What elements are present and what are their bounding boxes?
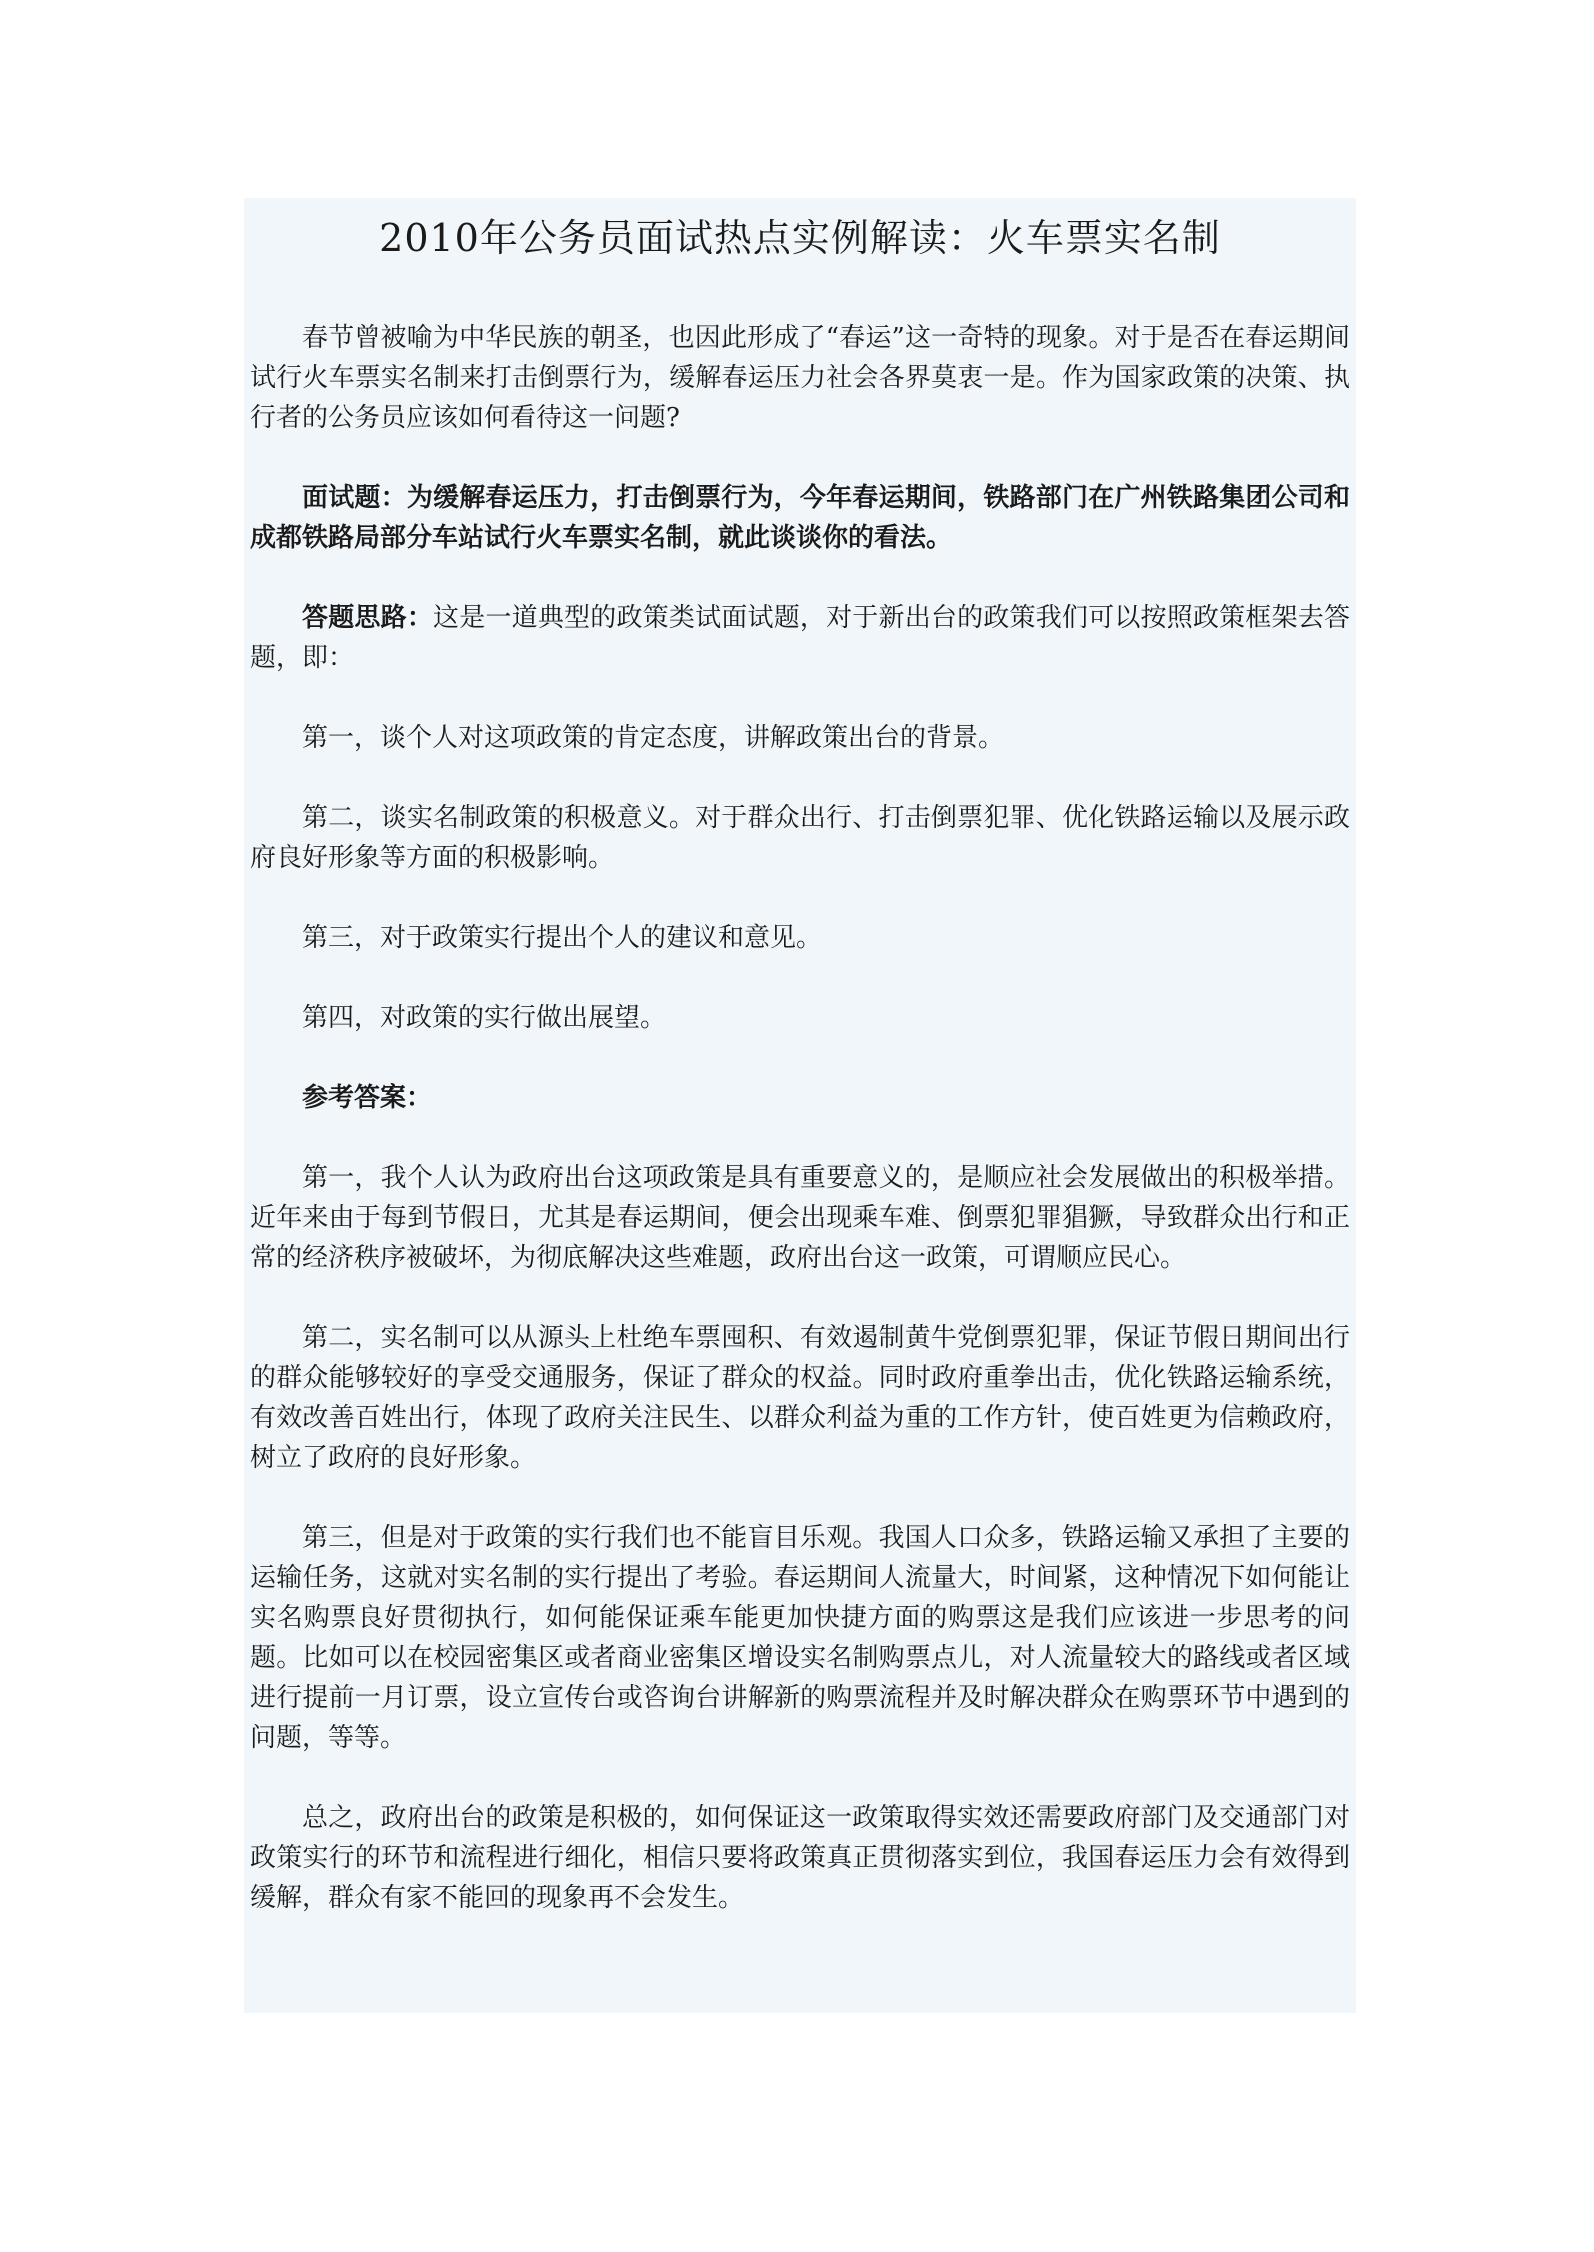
intro-paragraph: 春节曾被喻为中华民族的朝圣，也因此形成了“春运”这一奇特的现象。对于是否在春运期间试行火车票实名制来打击倒票行为，缓解春运压力社会各界莫衷一是。作为国家政策的决策、执行者的公务员应该如何看待这一问题?	[250, 323, 1350, 433]
answer-paragraph-1: 第一，我个人认为政府出台这项政策是具有重要意义的，是顺应社会发展做出的积极举措。近年来由于每到节假日，尤其是春运期间，便会出现乘车难、倒票犯罪猖獗，导致群众出行和正常的经济秩序被破坏，为彻底解决这些难题，政府出台这一政策，可谓顺应民心。	[250, 1163, 1350, 1273]
step-paragraph-3: 第三，对于政策实行提出个人的建议和意见。	[302, 923, 823, 953]
step-paragraph-4: 第四，对政策的实行做出展望。	[302, 1003, 667, 1033]
document-title: 2010年公务员面试热点实例解读：火车票实名制	[379, 216, 1221, 260]
approach-label: 答题思路：	[302, 603, 434, 633]
answer-heading	[250, 1078, 1350, 1118]
answer-label: 参考答案：	[302, 1083, 433, 1113]
step-paragraph-2: 第二，谈实名制政策的积极意义。对于群众出行、打击倒票犯罪、优化铁路运输以及展示政府良好形象等方面的积极影响。	[250, 803, 1350, 873]
step-paragraph-1: 第一，谈个人对这项政策的肯定态度，讲解政策出台的背景。	[302, 723, 1005, 753]
question-paragraph: 面试题：为缓解春运压力，打击倒票行为，今年春运期间，铁路部门在广州铁路集团公司和成都铁路局部分车站试行火车票实名制，就此谈谈你的看法。	[250, 483, 1350, 553]
answer-paragraph-3: 第三，但是对于政策的实行我们也不能盲目乐观。我国人口众多，铁路运输又承担了主要的运输任务，这就对实名制的实行提出了考验。春运期间人流量大，时间紧，这种情况下如何能让实名购票良好贯彻执行，如何能保证乘车能更加快捷方面的购票这是我们应该进一步思考的问题。比如可以在校园密集区或者商业密集区增设实名制购票点儿，对人流量较大的路线或者区域进行提前一月订票，设立宣传台或咨询台讲解新的购票流程并及时解决群众在购票环节中遇到的问题，等等。	[250, 1523, 1350, 1753]
approach-text: 这是一道典型的政策类试面试题，对于新出台的政策我们可以按照政策框架去答题，即：	[250, 603, 1350, 673]
conclusion-paragraph: 总之，政府出台的政策是积极的，如何保证这一政策取得实效还需要政府部门及交通部门对政策实行的环节和流程进行细化，相信只要将政策真正贯彻落实到位，我国春运压力会有效得到缓解，群众有家不能回的现象再不会发生。	[250, 1803, 1350, 1913]
approach-paragraph	[250, 598, 1350, 678]
document-body	[250, 318, 1350, 1958]
answer-paragraph-2: 第二，实名制可以从源头上杜绝车票囤积、有效遏制黄牛党倒票犯罪，保证节假日期间出行的群众能够较好的享受交通服务，保证了群众的权益。同时政府重拳出击，优化铁路运输系统，有效改善百姓出行，体现了政府关注民生、以群众利益为重的工作方针，使百姓更为信赖政府，树立了政府的良好形象。	[250, 1323, 1350, 1473]
